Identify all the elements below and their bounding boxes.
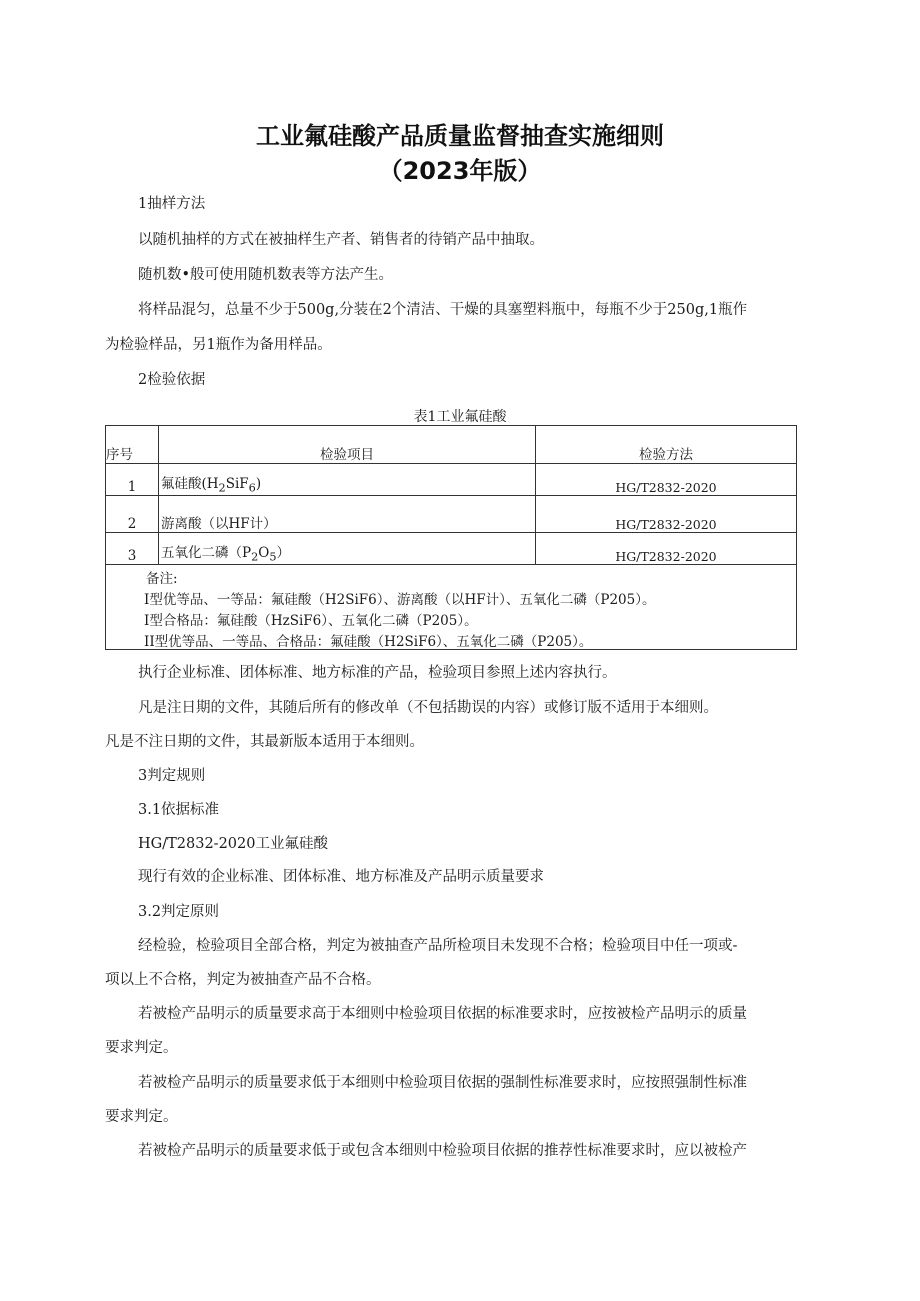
table-header-row <box>106 426 797 464</box>
principle-paragraph-2-line-1: 若被检产品明示的质量要求高于本细则中检验项目依据的标准要求时，应按被检产品明示的质量 <box>138 1006 747 1022</box>
principle-paragraph-2-line-2: 要求判定。 <box>105 1040 178 1056</box>
standard-reference: HG/T2832-2020工业氟硅酸 <box>138 836 328 852</box>
principle-paragraph-1-line-1: 经检验，检验项目全部合格，判定为被抽查产品所检项目未发现不合格；检验项目中任一项或- <box>138 938 738 954</box>
section-2-heading: 2检验依据 <box>138 372 206 388</box>
principle-paragraph-4-line-1: 若被检产品明示的质量要求低于或包含本细则中检验项目依据的推荐性标准要求时，应以被检产 <box>138 1143 747 1159</box>
remarks-cell <box>106 565 797 650</box>
paragraph-enterprise-standard: 执行企业标准、团体标准、地方标准的产品，检验项目参照上述内容执行。 <box>138 665 617 681</box>
row-number: 1 <box>106 464 159 496</box>
doc-title: 工业氟硅酸产品质量监督抽查实施细则 <box>256 122 664 150</box>
paragraph-dated-documents: 凡是注日期的文件，其随后所有的修改单（不包括勘误的内容）或修订版不适用于本细则。 <box>138 700 718 716</box>
sampling-paragraph-1: 以随机抽样的方式在被抽样生产者、销售者的待销产品中抽取。 <box>138 232 544 248</box>
section-3-heading: 3判定规则 <box>138 768 206 784</box>
inspection-table <box>105 425 797 650</box>
row-item: 五氧化二磷$(P_2O_5)$ <box>159 533 536 565</box>
section-3-2-heading: 3.2判定原则 <box>138 904 220 920</box>
principle-paragraph-3-line-1: 若被检产品明示的质量要求低于本细则中检验项目依据的强制性标准要求时，应按照强制性标准 <box>138 1075 747 1091</box>
section-3-1-heading: 3.1依据标准 <box>138 802 220 818</box>
paragraph-undated-documents: 凡是不注日期的文件，其最新版本适用于本细则。 <box>105 734 424 750</box>
doc-edition: （2023年版） <box>378 157 542 185</box>
row-method: HG/T2832-2020 <box>536 533 797 565</box>
column-header-number: 序号 <box>106 426 159 464</box>
section-1-heading: 1抽样方法 <box>138 196 206 212</box>
table-row <box>106 533 797 565</box>
sampling-paragraph-2: 随机数•般可使用随机数表等方法产生。 <box>138 267 394 283</box>
sampling-paragraph-3-line-1: 将样品混匀，总量不少于500g,分装在2个清洁、干燥的具塞塑料瓶中，每瓶不少于250g,1瓶作 <box>138 302 748 318</box>
row-method: HG/T2832-2020 <box>536 464 797 496</box>
remarks-label: 备注: <box>146 571 178 587</box>
remarks-line-1: I型优等品、一等品：氟硅酸（H2SiF6）、游离酸（以HF计）、五氧化二磷（P205）。 <box>144 592 656 608</box>
table-remarks-row <box>106 565 797 650</box>
table-caption: 表1工业氟硅酸 <box>413 409 507 425</box>
table-row <box>106 496 797 533</box>
remarks-line-3: II型优等品、一等品、合格品：氟硅酸（H2SiF6）、五氧化二磷（P205）。 <box>144 634 593 650</box>
row-number: 2 <box>106 496 159 533</box>
column-header-item: 检验项目 <box>159 426 536 464</box>
sampling-paragraph-3-line-2: 为检验样品，另1瓶作为备用样品。 <box>105 337 332 353</box>
principle-paragraph-3-line-2: 要求判定。 <box>105 1109 178 1125</box>
standards-paragraph: 现行有效的企业标准、团体标准、地方标准及产品明示质量要求 <box>138 869 544 885</box>
principle-paragraph-1-line-2: 项以上不合格，判定为被抽查产品不合格。 <box>105 972 381 988</box>
table-row <box>106 464 797 496</box>
row-item: 游离酸（以HF计） <box>159 496 536 533</box>
row-method: HG/T2832-2020 <box>536 496 797 533</box>
row-item: 氟硅酸$(H_2SiF_6)$ <box>159 464 536 496</box>
remarks-line-2: I型合格品：氟硅酸（HzSiF6）、五氧化二磷（P205）。 <box>144 613 478 629</box>
column-header-method: 检验方法 <box>536 426 797 464</box>
row-number: 3 <box>106 533 159 565</box>
